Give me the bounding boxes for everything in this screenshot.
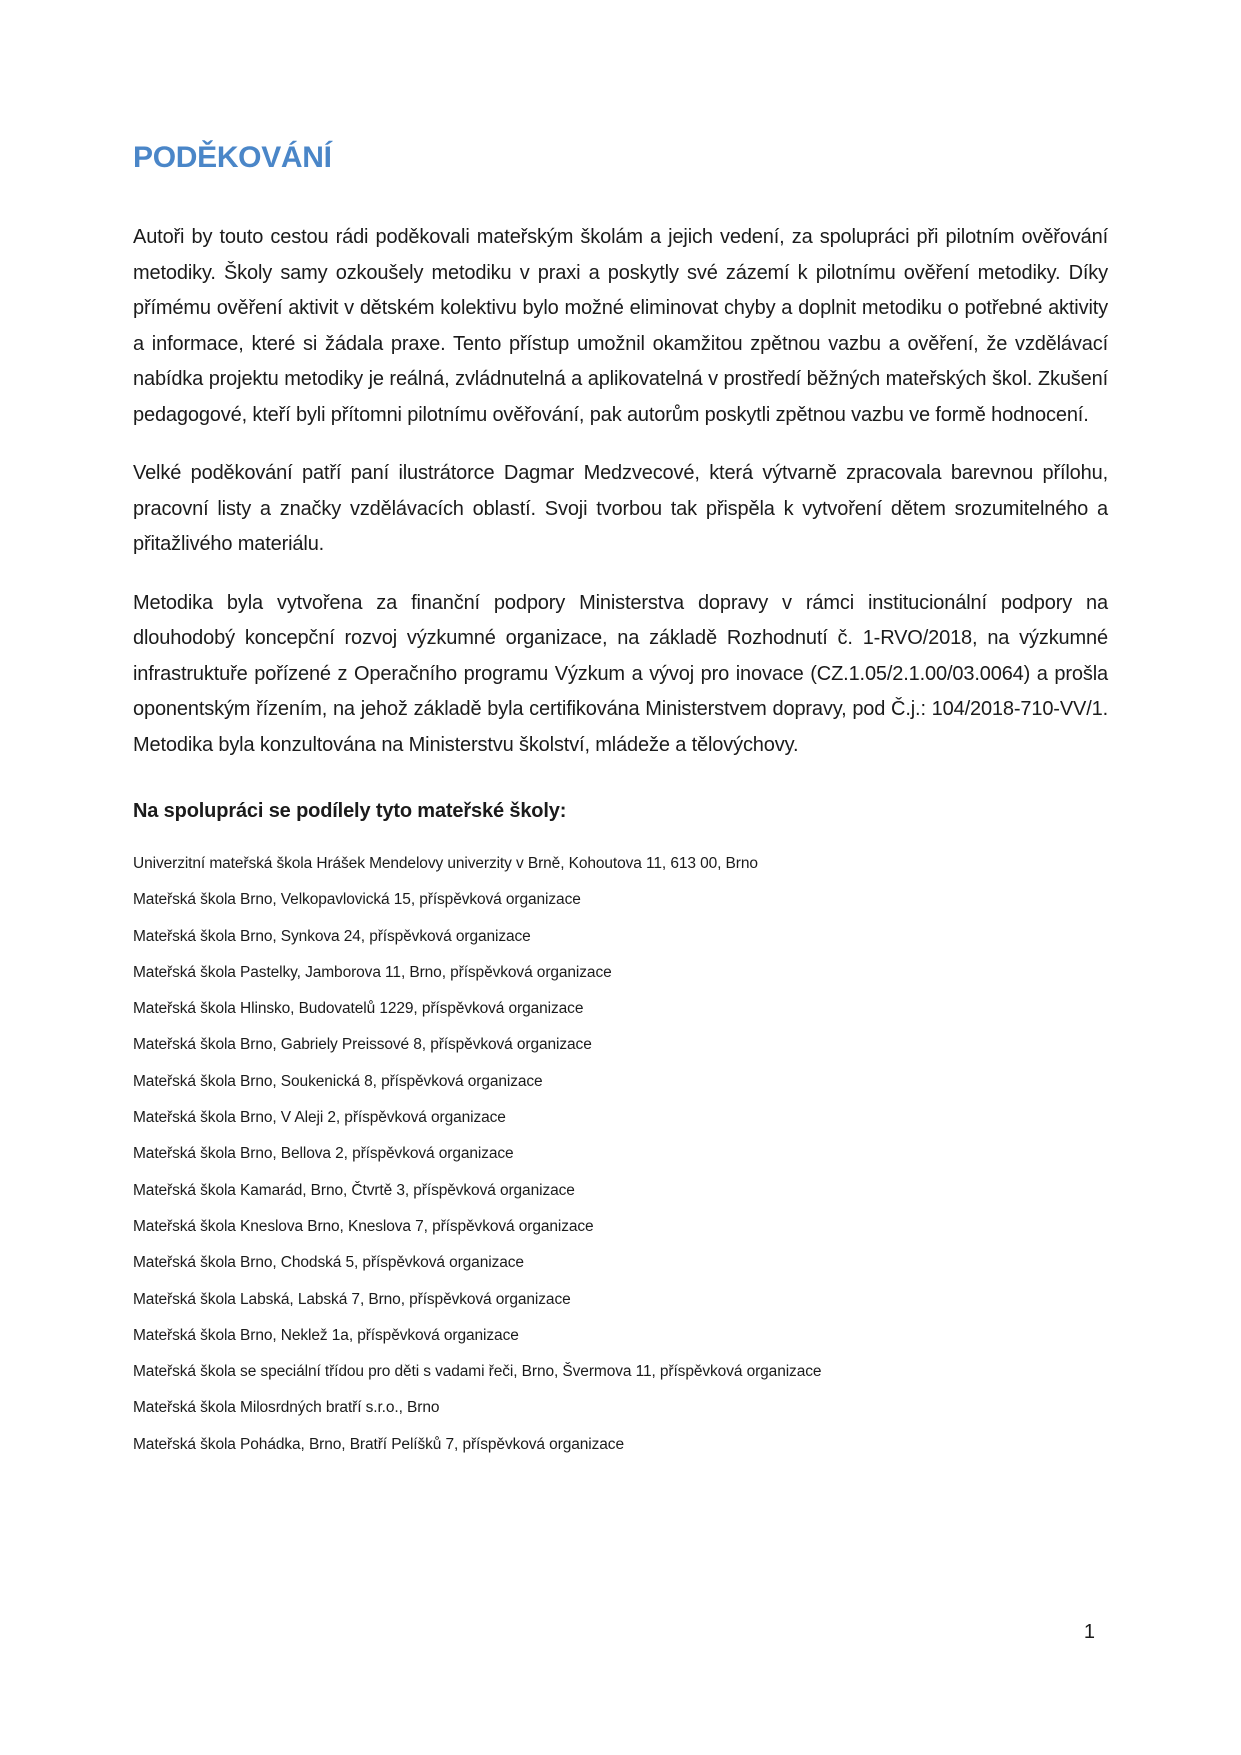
list-item: Mateřská škola Labská, Labská 7, Brno, příspěvková organizace <box>133 1290 571 1308</box>
paragraph-acknowledgement-schools: Autoři by touto cestou rádi poděkovali mateřským školám a jejich vedení, za spolupráci při pilotním ověřování metodiky. Školy samy ozkoušely metodiku v praxi a poskytly své zázemí k pilotnímu ověření metodiky. Díky přímému ověření aktivit v dětském kolektivu bylo možné eliminovat chyby a doplnit metodiku o potřebné aktivity a informace, které si žádala praxe. Tento přístup umožnil okamžitou zpětnou vazbu a ověření, že vzdělávací nabídka projektu metodiky je reálná, zvládnutelná a aplikovatelná v prostředí běžných mateřských škol. Zkušení pedagogové, kteří byli přítomni pilotnímu ověřování, pak autorům poskytli zpětnou vazbu ve formě hodnocení. <box>133 226 1108 426</box>
schools-list <box>133 846 1108 1463</box>
list-item: Mateřská škola Kamarád, Brno, Čtvrtě 3, příspěvková organizace <box>133 1181 575 1199</box>
schools-list-heading: Na spolupráci se podílely tyto mateřské školy: <box>133 800 567 822</box>
paragraph-funding-certification: Metodika byla vytvořena za finanční podpory Ministerstva dopravy v rámci institucionální podpory na dlouhodobý koncepční rozvoj výzkumné organizace, na základě Rozhodnutí č. 1-RVO/2018, na výzkumné infrastruktuře pořízené z Operačního programu Výzkum a vývoj pro inovace (CZ.1.05/2.1.00/03.0064) a prošla oponentským řízením, na jehož základě byla certifikována Ministerstvem dopravy, pod Č.j.: 104/2018-710-VV/1. Metodika byla konzultována na Ministerstvu školství, mládeže a tělovýchovy. <box>133 591 1108 756</box>
list-item: Mateřská škola Brno, Chodská 5, příspěvková organizace <box>133 1254 524 1272</box>
list-item: Mateřská škola Kneslova Brno, Kneslova 7, příspěvková organizace <box>133 1217 594 1235</box>
list-item: Mateřská škola Brno, Synkova 24, příspěvková organizace <box>133 927 531 945</box>
list-item: Mateřská škola se speciální třídou pro děti s vadami řeči, Brno, Švermova 11, příspěvková organizace <box>133 1363 822 1381</box>
list-item: Mateřská škola Brno, V Aleji 2, příspěvková organizace <box>133 1109 506 1127</box>
list-item: Mateřská škola Brno, Velkopavlovická 15, příspěvková organizace <box>133 891 581 909</box>
list-item: Mateřská škola Hlinsko, Budovatelů 1229, příspěvková organizace <box>133 1000 584 1018</box>
list-item: Mateřská škola Pohádka, Brno, Bratří Pelíšků 7, příspěvková organizace <box>133 1435 624 1453</box>
list-item: Mateřská škola Brno, Neklež 1a, příspěvková organizace <box>133 1326 519 1344</box>
list-item: Mateřská škola Brno, Gabriely Preissové 8, příspěvková organizace <box>133 1036 592 1054</box>
paragraph-acknowledgement-illustrator: Velké poděkování patří paní ilustrátorce Dagmar Medzvecové, která výtvarně zpracovala barevnou přílohu, pracovní listy a značky vzdělávacích oblastí. Svoji tvorbou tak přispěla k vytvoření dětem srozumitelného a přitažlivého materiálu. <box>133 462 1108 555</box>
list-item: Mateřská škola Brno, Bellova 2, příspěvková organizace <box>133 1145 514 1163</box>
list-item: Univerzitní mateřská škola Hrášek Mendelovy univerzity v Brně, Kohoutova 11, 613 00, Brno <box>133 855 758 872</box>
page-title: PODĚKOVÁNÍ <box>133 141 332 174</box>
list-item: Mateřská škola Pastelky, Jamborova 11, Brno, příspěvková organizace <box>133 963 612 981</box>
page-number: 1 <box>1083 1621 1095 1643</box>
page-content <box>133 138 1108 1463</box>
list-item: Mateřská škola Milosrdných bratří s.r.o., Brno <box>133 1399 440 1417</box>
list-item: Mateřská škola Brno, Soukenická 8, příspěvková organizace <box>133 1072 543 1090</box>
